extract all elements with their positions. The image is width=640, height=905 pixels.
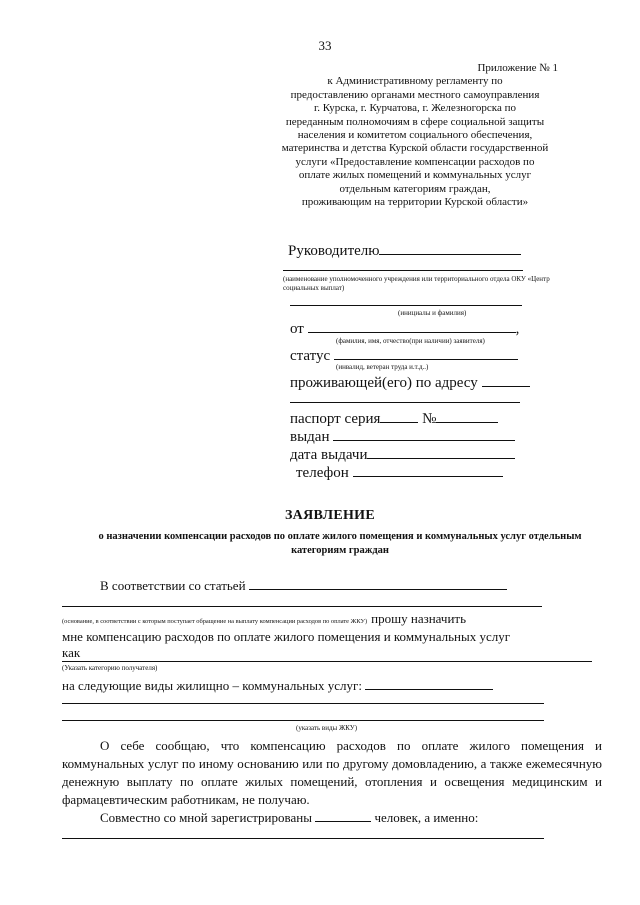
status-label: статус	[290, 348, 331, 364]
registered-row	[100, 807, 478, 826]
phone-label: телефон	[296, 465, 349, 481]
appendix-line: г. Курска, г. Курчатова, г. Железногорска по	[314, 102, 516, 115]
document-subtitle: о назначении компенсации расходов по оплате жилого помещения и коммунальных услуг отдельным категориям граждан	[98, 531, 582, 556]
passport-label: паспорт серия	[290, 411, 381, 427]
category-hint: (Указать категорию получателя)	[62, 664, 158, 672]
category-line[interactable]	[62, 661, 592, 662]
page-number: 33	[318, 38, 332, 53]
phone-row	[296, 462, 503, 482]
issue-date-row	[290, 444, 515, 464]
from-label: от	[290, 321, 304, 337]
status-row	[290, 345, 518, 365]
appendix-line: к Административному регламенту по	[327, 75, 503, 88]
services-field[interactable]	[365, 675, 493, 690]
appendix-line: услуги «Предоставление компенсации расходов по	[295, 155, 535, 168]
number-label: №	[422, 411, 437, 427]
registered-count-field[interactable]	[315, 807, 371, 822]
basis-row	[62, 610, 602, 628]
as-row	[62, 645, 80, 661]
phone-field[interactable]	[353, 462, 503, 477]
services-line-3[interactable]	[62, 720, 544, 721]
appendix-line: проживающим на территории Курской области»	[301, 196, 529, 209]
services-row	[62, 675, 493, 694]
issued-row	[290, 426, 515, 446]
registered-label: Совместно со мной зарегистрированы	[100, 810, 312, 825]
from-row	[290, 318, 519, 338]
issued-field[interactable]	[333, 426, 515, 441]
status-field[interactable]	[334, 345, 518, 360]
appendix-line: отдельным категориям граждан,	[339, 182, 491, 195]
org-line[interactable]	[283, 270, 523, 271]
basis-line[interactable]	[62, 606, 542, 607]
registered-line[interactable]	[62, 838, 544, 839]
issued-label: выдан	[290, 429, 330, 445]
initials-line[interactable]	[290, 305, 522, 306]
passport-series-field[interactable]	[380, 408, 418, 423]
services-label: на следующие виды жилищно – коммунальных услуг:	[62, 678, 362, 693]
registered-suffix: человек, а именно:	[374, 810, 479, 825]
addressee-label: Руководителю	[288, 243, 380, 259]
org-hint: (наименование уполномоченного учреждения или территориального отдела ОКУ «Центр социальных выплат)	[283, 275, 550, 292]
appendix-line: населения и комитетом социального обеспечения,	[297, 129, 533, 142]
as-label: как	[62, 645, 81, 660]
appendix-line: материнства и детства Курской области государственной	[281, 142, 549, 155]
passport-row	[290, 408, 498, 428]
services-hint: (указать виды ЖКУ)	[296, 724, 358, 732]
from-field[interactable]	[308, 318, 516, 333]
initials-hint: (инициалы и фамилия)	[398, 309, 467, 317]
address-label: проживающей(его) по адресу	[290, 375, 478, 391]
article-field[interactable]	[249, 575, 507, 590]
request-text: прошу назначить	[371, 611, 467, 626]
appendix-line: переданным полномочиям в сфере социальной защиты	[285, 115, 545, 128]
status-hint: (инвалид, ветеран труда и.т.д..)	[336, 363, 429, 371]
from-comma: ,	[515, 321, 520, 337]
document-title: ЗАЯВЛЕНИЕ	[284, 508, 375, 523]
appendix-line: оплате жилых помещений и коммунальных услуг	[298, 169, 532, 182]
services-line-2[interactable]	[62, 703, 544, 704]
address-field[interactable]	[482, 372, 530, 387]
appendix-title: Приложение № 1	[477, 62, 558, 74]
basis-hint: (основание, в соответствии с которым поступает обращение на выплату компенсации расходов по оплате ЖКУ)	[62, 618, 368, 625]
address-line-2[interactable]	[290, 402, 520, 403]
appendix-block	[250, 62, 580, 209]
addressee-field[interactable]	[379, 240, 521, 255]
issue-date-field[interactable]	[367, 444, 515, 459]
declaration-paragraph: О себе сообщаю, что компенсацию расходов по оплате жилого помещения и коммунальных услуг по иному основанию или по другому домовладению, а также ежемесячную денежную выплату по оплате жилых помещений, отопления и освещения медицинским и фармацевтическим работникам, не получаю.	[62, 738, 602, 807]
address-row	[290, 372, 530, 392]
article-row	[100, 575, 507, 594]
addressee-row	[288, 240, 521, 260]
article-label: В соответствии со статьей	[100, 578, 246, 593]
applicant-hint: (фамилия, имя, отчество(при наличии) заявителя)	[336, 337, 485, 345]
appendix-line: предоставлению органами местного самоуправления	[290, 88, 540, 101]
issue-date-label: дата выдачи	[290, 447, 368, 463]
request-line2: мне компенсацию расходов по оплате жилого помещения и коммунальных услуг	[62, 629, 511, 644]
passport-number-field[interactable]	[436, 408, 498, 423]
